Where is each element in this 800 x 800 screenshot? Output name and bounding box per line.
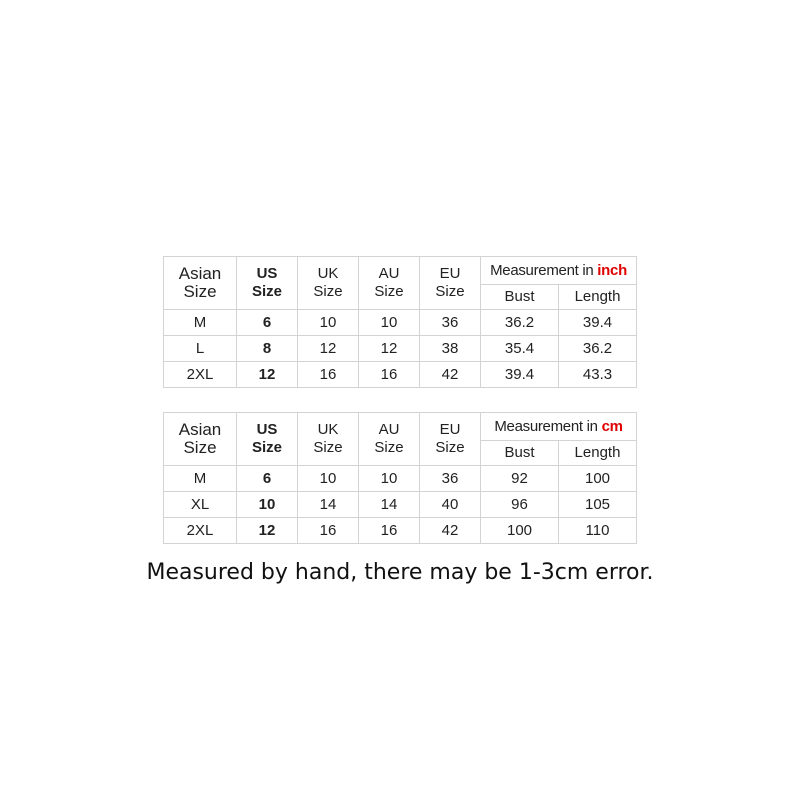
cell-length: 105 [559,492,637,518]
table-header-row [164,257,637,285]
header-us-size: US Size [237,257,298,310]
cell-au: 14 [359,492,420,518]
cell-uk: 16 [298,518,359,544]
header-asian-size: Asian Size [164,257,237,310]
size-table-cm [163,412,637,544]
cell-asian: M [164,466,237,492]
cell-asian: XL [164,492,237,518]
cell-us: 10 [237,492,298,518]
table-row [164,310,637,336]
cell-eu: 42 [420,518,481,544]
cell-au: 16 [359,518,420,544]
cell-bust: 96 [481,492,559,518]
table-row [164,518,637,544]
cell-us: 6 [237,466,298,492]
cell-eu: 36 [420,310,481,336]
header-uk-size: UK Size [298,257,359,310]
header-au-size: AU Size [359,257,420,310]
cell-length: 36.2 [559,336,637,362]
cell-uk: 12 [298,336,359,362]
cell-length: 39.4 [559,310,637,336]
cell-us: 8 [237,336,298,362]
cell-us: 12 [237,362,298,388]
table-row [164,336,637,362]
cell-au: 10 [359,310,420,336]
table-row [164,492,637,518]
cell-length: 100 [559,466,637,492]
cell-bust: 36.2 [481,310,559,336]
measurement-unit: cm [601,417,623,435]
header-us-size: US Size [237,413,298,466]
header-bust: Bust [481,441,559,466]
header-length: Length [559,441,637,466]
table-header-row [164,413,637,441]
header-measurement [481,413,637,441]
measurement-prefix: Measurement in [494,417,602,435]
cell-eu: 42 [420,362,481,388]
cell-bust: 92 [481,466,559,492]
cell-eu: 40 [420,492,481,518]
cell-bust: 35.4 [481,336,559,362]
cell-bust: 100 [481,518,559,544]
header-length: Length [559,285,637,310]
header-measurement [481,257,637,285]
header-au-size: AU Size [359,413,420,466]
cell-au: 16 [359,362,420,388]
header-eu-size: EU Size [420,257,481,310]
measurement-note: Measured by hand, there may be 1-3cm error. [146,560,654,585]
header-bust: Bust [481,285,559,310]
header-uk-size: UK Size [298,413,359,466]
cell-us: 12 [237,518,298,544]
cell-length: 110 [559,518,637,544]
cell-asian: 2XL [164,362,237,388]
cell-uk: 10 [298,466,359,492]
header-eu-size: EU Size [420,413,481,466]
cell-uk: 16 [298,362,359,388]
measurement-prefix: Measurement in [490,261,598,279]
table-row [164,466,637,492]
cell-us: 6 [237,310,298,336]
cell-asian: M [164,310,237,336]
header-asian-size: Asian Size [164,413,237,466]
cell-uk: 10 [298,310,359,336]
size-table-inch [163,256,637,388]
cell-asian: 2XL [164,518,237,544]
measurement-unit: inch [597,261,627,279]
cell-length: 43.3 [559,362,637,388]
cell-eu: 36 [420,466,481,492]
cell-eu: 38 [420,336,481,362]
cell-au: 10 [359,466,420,492]
cell-asian: L [164,336,237,362]
cell-uk: 14 [298,492,359,518]
cell-bust: 39.4 [481,362,559,388]
cell-au: 12 [359,336,420,362]
table-row [164,362,637,388]
